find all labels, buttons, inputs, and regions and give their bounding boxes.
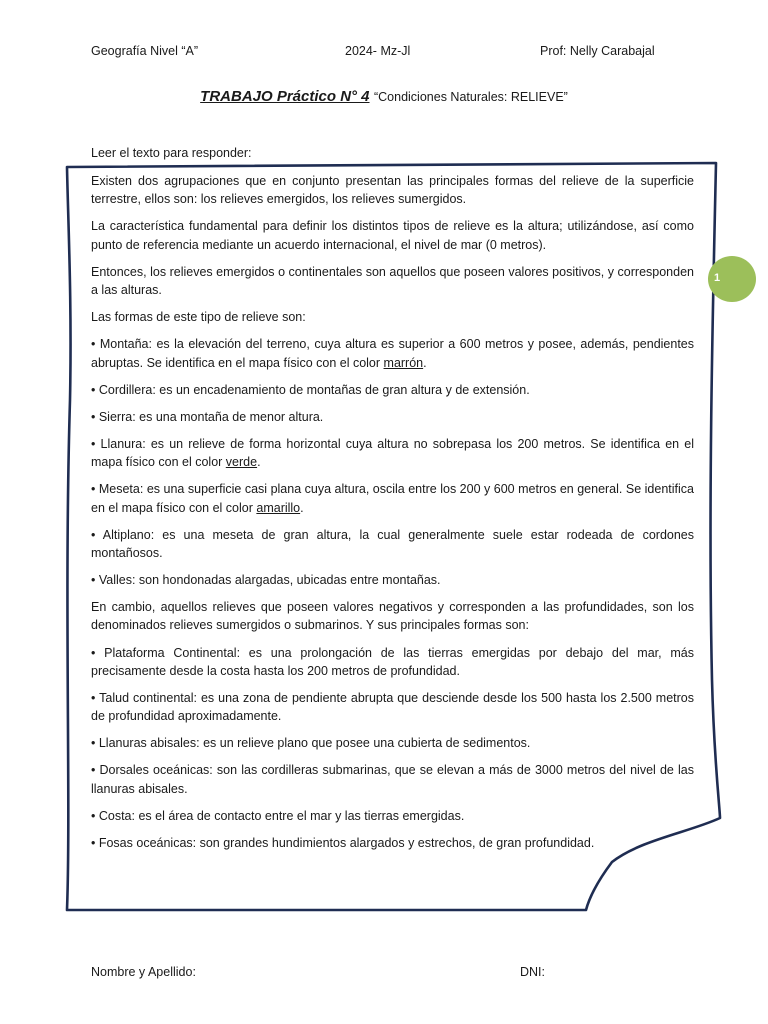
color-amarillo: amarillo (256, 500, 301, 515)
paragraph-altura: La característica fundamental para definir los distintos tipos de relieve es la altura; utilizándose, así como punto de referencia mediante un acuerdo internacional, el nivel de mar (0 metros). (91, 219, 694, 252)
paragraph-sumergidos: En cambio, aquellos relieves que poseen valores negativos y corresponden a las profundidades, son los denominados relieves sumergidos o submarinos. Y sus principales formas son: (91, 600, 694, 633)
reading-text (91, 172, 694, 861)
footer-name-label: Nombre y Apellido: (91, 965, 196, 979)
item-talud: • Talud continental: es una zona de pendiente abrupta que desciende desde los 500 hasta los 2.500 metros de profundidad aproximadamente. (91, 690, 694, 724)
item-meseta: • Meseta: es una superficie casi plana cuya altura, oscila entre los 200 y 600 metros en general. Se identifica en el mapa físico con el color amarillo. (91, 482, 694, 515)
item-montana: • Montaña: es la elevación del terreno, cuya altura es superior a 600 metros y posee, además, pendientes abruptas. Se identifica en el mapa físico con el color marrón. (91, 337, 694, 370)
page-title (0, 88, 768, 106)
footer-dni-label: DNI: (520, 965, 545, 979)
header-teacher: Prof: Nelly Carabajal (540, 44, 655, 58)
item-llanura: • Llanura: es un relieve de forma horizontal cuya altura no sobrepasa los 200 metros. Se identifica en el mapa físico con el color verde. (91, 436, 694, 470)
item-fosas: • Fosas oceánicas: son grandes hundimientos alargados y estrechos, de gran profundidad. (91, 835, 595, 850)
color-verde: verde (225, 455, 258, 470)
item-llanuras-abisales: • Llanuras abisales: es un relieve plano que posee una cubierta de sedimentos. (91, 736, 531, 751)
paragraph-emergidos: Entonces, los relieves emergidos o continentales son aquellos que poseen valores positivos, y corresponden a las alturas. (91, 264, 694, 298)
instruction-text: Leer el texto para responder: (91, 146, 252, 160)
item-plataforma: • Plataforma Continental: es una prolongación de las tierras emergidas por debajo del mar, más precisamente desde la costa hasta los 200 metros de profundidad. (91, 645, 694, 678)
page-number-badge[interactable]: 1 (708, 256, 756, 302)
item-cordillera: • Cordillera: es un encadenamiento de montañas de gran altura y de extensión. (91, 382, 530, 397)
paragraph-intro: Existen dos agrupaciones que en conjunto presentan las principales formas del relieve de la superficie terrestre, ellos son: los relieves emergidos, los relieves sumergidos. (91, 174, 694, 207)
header-subject: Geografía Nivel “A” (91, 44, 198, 58)
title-subtitle: “Condiciones Naturales: RELIEVE” (373, 90, 568, 104)
item-dorsales: • Dorsales oceánicas: son las cordilleras submarinas, que se elevan a más de 3000 metros del nivel de las llanuras abisales. (91, 763, 694, 796)
title-main: TRABAJO Práctico N° 4 (200, 88, 370, 105)
item-costa: • Costa: es el área de contacto entre el mar y las tierras emergidas. (91, 808, 465, 823)
header-course: 2024- Mz-Jl (345, 44, 411, 58)
color-marron: marrón (383, 355, 424, 370)
item-altiplano: • Altiplano: es una meseta de gran altura, la cual generalmente suele estar rodeada de cordones montañosos. (91, 527, 694, 560)
paragraph-formas: Las formas de este tipo de relieve son: (91, 310, 306, 325)
item-valles: • Valles: son hondonadas alargadas, ubicadas entre montañas. (91, 573, 441, 588)
item-sierra: • Sierra: es una montaña de menor altura. (91, 409, 324, 424)
